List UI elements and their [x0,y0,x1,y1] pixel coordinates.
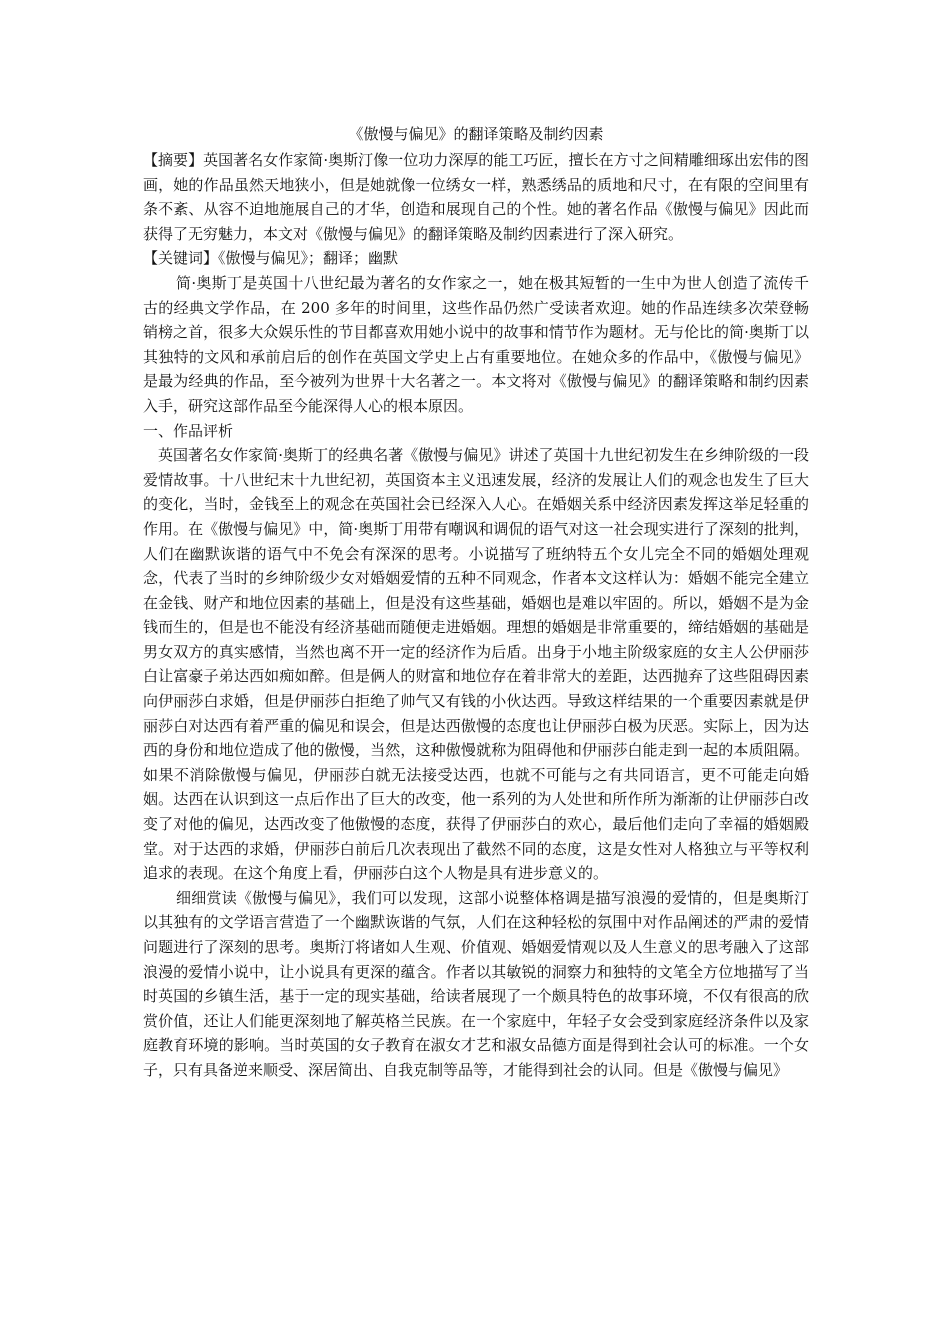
document-page [143,122,809,1083]
intro-paragraph: 简·奥斯丁是英国十八世纪最为著名的女作家之一，她在极其短暂的一生中为世人创造了流传千古的经典文学作品，在 200 多年的时间里，这些作品仍然广受读者欢迎。她的作品连续多次荣登畅销榜之首，很多大众娱乐性的节目都喜欢用她小说中的故事和情节作为题材。无与伦比的简·奥斯丁以其独特的文风和承前启后的创作在英国文学史上占有重要地位。在她众多的作品中，《傲慢与偏见》是最为经典的作品，至今被列为世界十大名著之一。本文将对《傲慢与偏见》的翻译策略和制约因素入手，研究这部作品至今能深得人心的根本原因。 [143,273,809,415]
body-paragraph-2: 细细赏读《傲慢与偏见》，我们可以发现，这部小说整体格调是描写浪漫的爱情的，但是奥斯汀以其独有的文学语言营造了一个幽默诙谐的气氛，人们在这种轻松的氛围中对作品阐述的严肃的爱情问题进行了深刻的思考。奥斯汀将诸如人生观、价值观、婚姻爱情观以及人生意义的思考融入了这部浪漫的爱情小说中，让小说具有更深的蕴含。作者以其敏锐的洞察力和独特的文笔全方位地描写了当时英国的乡镇生活，基于一定的现实基础，给读者展现了一个颇具特色的故事环境，不仅有很高的欣赏价值，还让人们能更深刻地了解英格兰民族。在一个家庭中，年轻子女会受到家庭经济条件以及家庭教育环境的影响。当时英国的女子教育在淑女才艺和淑女品德方面是得到社会认可的标准。一个女子，只有具备逆来顺受、深居简出、自我克制等品等，才能得到社会的认同。但是《傲慢与偏见》 [143,888,809,1079]
section-heading: 一、作品评析 [143,421,234,440]
body-paragraph-1: 英国著名女作家简·奥斯丁的经典名著《傲慢与偏见》讲述了英国十九世纪初发生在乡绅阶级的一段爱情故事。十八世纪末十九世纪初，英国资本主义迅速发展，经济的发展让人们的观念也发生了巨大的变化，当时，金钱至上的观念在英国社会已经深入人心。在婚姻关系中经济因素发挥这举足轻重的作用。在《傲慢与偏见》中，简·奥斯丁用带有嘲讽和调侃的语气对这一社会现实进行了深刻的批判，人们在幽默诙谐的语气中不免会有深深的思考。小说描写了班纳特五个女儿完全不同的婚姻处理观念，代表了当时的乡绅阶级少女对婚姻爱情的五种不同观念，作者本文这样认为：婚姻不能完全建立在金钱、财产和地位因素的基础上，但是没有这些基础，婚姻也是难以牢固的。所以，婚姻不是为金钱而生的，但是也不能没有经济基础而随便走进婚姻。理想的婚姻是非常重要的，缔结婚姻的基础是男女双方的真实感情，当然也离不开一定的经济作为后盾。出身于小地主阶级家庭的女主人公伊丽莎白让富豪子弟达西如痴如醉。但是俩人的财富和地位存在着非常大的差距，达西抛弃了这些阻碍因素向伊丽莎白求婚，但是伊丽莎白拒绝了帅气又有钱的小伙达西。导致这样结果的一个重要因素就是伊丽莎白对达西有着严重的偏见和误会，但是达西傲慢的态度也让伊丽莎白极为厌恶。实际上，因为达西的身份和地位造成了他的傲慢，当然，这种傲慢就称为阻碍他和伊丽莎白能走到一起的本质阻隔。如果不消除傲慢与偏见，伊丽莎白就无法接受达西，也就不可能与之有共同语言，更不可能走向婚姻。达西在认识到这一点后作出了巨大的改变，他一系列的为人处世和所作所为渐渐的让伊丽莎白改变了对他的偏见，达西改变了他傲慢的态度，获得了伊丽莎白的欢心，最后他们走向了幸福的婚姻殿堂。对于达西的求婚，伊丽莎白前后几次表现出了截然不同的态度，这是女性对人格独立与平等权利追求的表现。在这个角度上看，伊丽莎白这个人物是具有进步意义的。 [143,446,809,883]
abstract-paragraph: 【摘要】英国著名女作家简·奥斯汀像一位功力深厚的能工巧匠，擅长在方寸之间精雕细琢出宏伟的图画，她的作品虽然天地狭小，但是她就像一位绣女一样，熟悉绣品的质地和尺寸，在有限的空间里有条不紊、从容不迫地施展自己的才华，创造和展现自己的个性。她的著名作品《傲慢与偏见》因此而获得了无穷魅力，本文对《傲慢与偏见》的翻译策略及制约因素进行了深入研究。 [143,151,809,243]
document-title: 《傲慢与偏见》的翻译策略及制约因素 [348,125,604,143]
keywords-line: 【关键词】《傲慢与偏见》；翻译；幽默 [143,249,399,268]
